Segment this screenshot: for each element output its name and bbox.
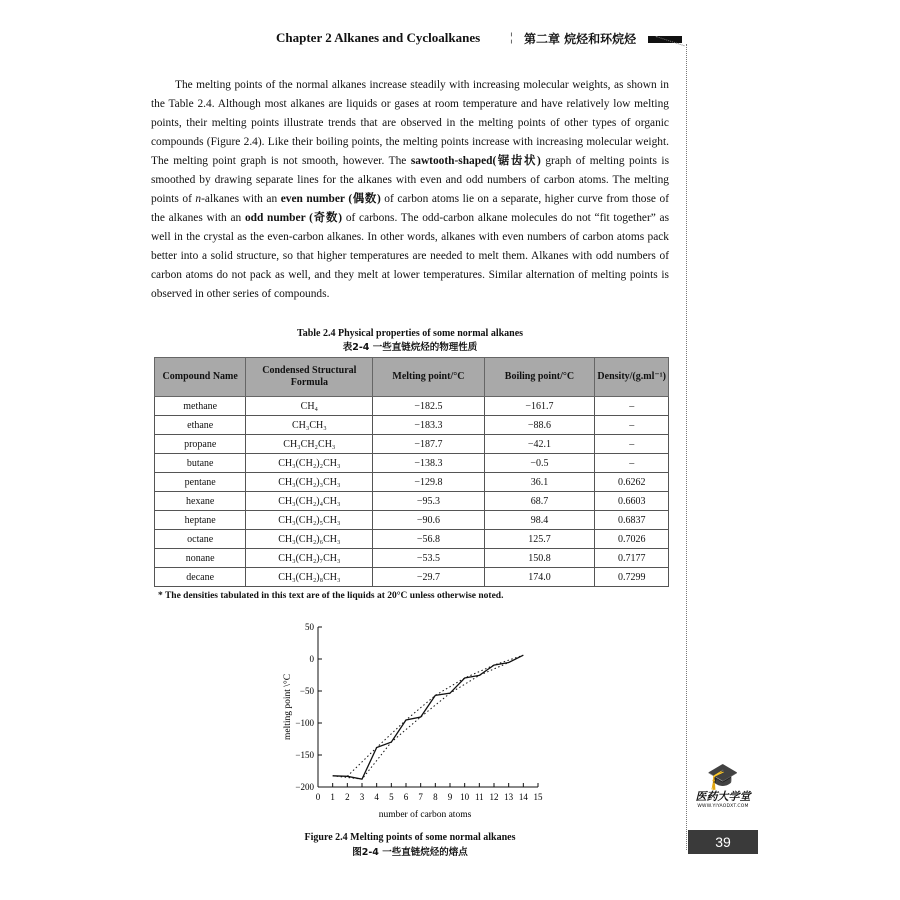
table-row [155, 511, 669, 530]
cell-formula: CH₃(CH₂)₃CH₃ [246, 473, 373, 492]
cell-melting: −183.3 [373, 416, 484, 435]
cell-formula: CH₃(CH₂)₂CH₃ [246, 454, 373, 473]
cell-name: pentane [155, 473, 246, 492]
paragraph-text: of carbons. The odd-carbon alkane molecules do not “fit together” as well in the crystal as the even-carbon alkanes. In other words, alkanes with even numbers of carbon atoms pack better into a solid structure, so that higher temperatures are needed to melt them. Alkanes with odd numbers of carbon atoms do not pack as well, and they melt at lower temperatures. Similar alternation of melting points is observed in other series of compounds. [151, 212, 669, 300]
graduation-cap-icon: 🎓 [706, 762, 740, 791]
cell-density: 0.6262 [595, 473, 669, 492]
cell-boiling: 98.4 [484, 511, 595, 530]
figure-caption [151, 830, 669, 860]
table-row [155, 530, 669, 549]
table-row [155, 397, 669, 416]
melting-point-chart [270, 615, 560, 825]
cell-density: 0.6837 [595, 511, 669, 530]
cell-name: heptane [155, 511, 246, 530]
cell-melting: −90.6 [373, 511, 484, 530]
chart-y-axis-label: melting point \°C [283, 673, 293, 741]
cell-formula: CH₃(CH₂)₅CH₃ [246, 511, 373, 530]
cell-density: – [595, 435, 669, 454]
chart-x-tick-label: 7 [418, 792, 423, 802]
table-header-row [155, 358, 669, 397]
cell-name: decane [155, 568, 246, 587]
chart-x-tick-label: 9 [447, 792, 453, 802]
cell-boiling: 174.0 [484, 568, 595, 587]
table-row [155, 473, 669, 492]
cell-name: hexane [155, 492, 246, 511]
cell-melting: −56.8 [373, 530, 484, 549]
chart-x-tick-label: 11 [474, 792, 484, 802]
alkane-properties-table [154, 357, 669, 587]
col-header-formula: Condensed Structural Formula [246, 358, 373, 397]
table-row [155, 454, 669, 473]
logo-url: WWW.YIYAODXT.COM [697, 804, 749, 809]
cell-melting: −129.8 [373, 473, 484, 492]
cell-density: – [595, 454, 669, 473]
table-caption-cn: 表2-4 一些直链烷烃的物理性质 [342, 342, 478, 353]
chart-x-tick-label: 0 [315, 792, 321, 802]
cell-boiling: 150.8 [484, 549, 595, 568]
chart-x-tick-label: 10 [460, 792, 470, 802]
italic-n: n [195, 193, 202, 205]
body-paragraph [151, 76, 669, 304]
cell-density: – [595, 397, 669, 416]
cell-name: propane [155, 435, 246, 454]
term-even-number: even number (偶数) [280, 193, 381, 205]
cell-melting: −53.5 [373, 549, 484, 568]
cell-formula: CH₃(CH₂)₄CH₃ [246, 492, 373, 511]
header-separator: ¦ [510, 29, 513, 44]
chart-x-tick-label: 3 [359, 792, 365, 802]
cell-boiling: −42.1 [484, 435, 595, 454]
cell-name: nonane [155, 549, 246, 568]
cell-formula: CH₃(CH₂)₆CH₃ [246, 530, 373, 549]
col-header-density: Density/(g.ml⁻¹) [595, 358, 669, 397]
cell-formula: CH₃CH₃ [246, 416, 373, 435]
page-number: 39 [688, 830, 758, 854]
col-header-melting: Melting point/°C [373, 358, 484, 397]
cell-boiling: −161.7 [484, 397, 595, 416]
chart-x-axis-label: number of carbon atoms [378, 810, 472, 820]
chart-x-tick-label: 13 [504, 792, 514, 802]
chart-x-tick-label: 4 [374, 792, 379, 802]
table-body [155, 397, 669, 587]
cell-formula: CH₃(CH₂)₇CH₃ [246, 549, 373, 568]
logo-name: 医药大学堂 [695, 790, 751, 803]
paragraph-text: of carbon atoms lie on a separate, higher curve from those of the alkanes with an [151, 193, 669, 224]
chart-x-tick-label: 12 [489, 792, 499, 802]
cell-melting: −95.3 [373, 492, 484, 511]
chart-series-2-line [333, 663, 509, 780]
cell-density: 0.6603 [595, 492, 669, 511]
chart-axes [295, 622, 543, 802]
cell-melting: −187.7 [373, 435, 484, 454]
figure-caption-en: Figure 2.4 Melting points of some normal alkanes [304, 832, 516, 843]
cell-melting: −138.3 [373, 454, 484, 473]
cell-name: octane [155, 530, 246, 549]
cell-melting: −182.5 [373, 397, 484, 416]
chart-x-tick-label: 8 [433, 792, 438, 802]
chart-x-tick-label: 5 [389, 792, 394, 802]
cell-formula: CH₃(CH₂)₈CH₃ [246, 568, 373, 587]
chart-x-tick-label: 2 [345, 792, 350, 802]
cell-density: – [595, 416, 669, 435]
cell-formula: CH₄ [246, 397, 373, 416]
cell-boiling: 68.7 [484, 492, 595, 511]
paragraph-text: The melting points of the normal alkanes increase steadily with increasing molecular weights, as shown in the Table 2.4. Although most alkanes are liquids or gases at room temperature and have relatively low melting points, their melting points illustrate trends that are observed in the melting points of other types of organic compounds (Figure 2.4). Like their boiling points, the melting points increase with increasing molecular weight. The melting point graph is not smooth, however. The [151, 79, 669, 167]
table-row [155, 492, 669, 511]
chart-series-1-line [347, 655, 523, 776]
figure-caption-cn: 图2-4 一些直链烷烃的熔点 [352, 847, 468, 858]
chart-x-tick-label: 6 [403, 792, 409, 802]
cell-melting: −29.7 [373, 568, 484, 587]
table-row [155, 416, 669, 435]
chart-series-0-line [333, 655, 524, 779]
table-row [155, 568, 669, 587]
chart-x-tick-label: 14 [518, 792, 528, 802]
term-odd-number: odd number (奇数) [244, 212, 343, 224]
chart-x-tick-label: 15 [533, 792, 543, 802]
table-caption [151, 327, 669, 355]
table-caption-en: Table 2.4 Physical properties of some normal alkanes [296, 328, 524, 339]
term-sawtooth: sawtooth-shaped(锯齿状) [410, 155, 541, 167]
cell-boiling: 36.1 [484, 473, 595, 492]
header-title-cn: 第二章 烷烃和环烷烃 [524, 32, 637, 46]
cell-boiling: −0.5 [484, 454, 595, 473]
table-footnote: * The densities tabulated in this text are of the liquids at 20°C unless otherwise noted. [158, 591, 504, 601]
paragraph-text: -alkanes with an [201, 193, 281, 205]
cell-name: ethane [155, 416, 246, 435]
cell-formula: CH₃CH₂CH₃ [246, 435, 373, 454]
cell-density: 0.7026 [595, 530, 669, 549]
cell-density: 0.7177 [595, 549, 669, 568]
chart-y-tick-label: 50 [305, 622, 314, 632]
margin-dotted-line [686, 44, 687, 850]
chart-y-tick-label: 0 [309, 654, 314, 664]
col-header-name: Compound Name [155, 358, 246, 397]
cell-boiling: 125.7 [484, 530, 595, 549]
chart-series [333, 655, 524, 779]
chart-x-tick-label: 1 [330, 792, 335, 802]
paragraph-text: graph of melting points is smoothed by drawing separate lines for the alkanes with even and odd numbers of carbon atoms. The melting points of [151, 155, 669, 205]
cell-density: 0.7299 [595, 568, 669, 587]
cell-name: methane [155, 397, 246, 416]
publisher-logo [692, 764, 754, 824]
chart-y-tick-label: −150 [295, 750, 314, 760]
running-header [276, 30, 696, 50]
table-row [155, 435, 669, 454]
table-row [155, 549, 669, 568]
cell-name: butane [155, 454, 246, 473]
cell-boiling: −88.6 [484, 416, 595, 435]
chart-y-tick-label: −100 [295, 718, 314, 728]
chart-y-tick-label: −200 [295, 782, 314, 792]
chart-y-tick-label: −50 [299, 686, 314, 696]
header-title-en: Chapter 2 Alkanes and Cycloalkanes [276, 30, 481, 45]
col-header-boiling: Boiling point/°C [484, 358, 595, 397]
